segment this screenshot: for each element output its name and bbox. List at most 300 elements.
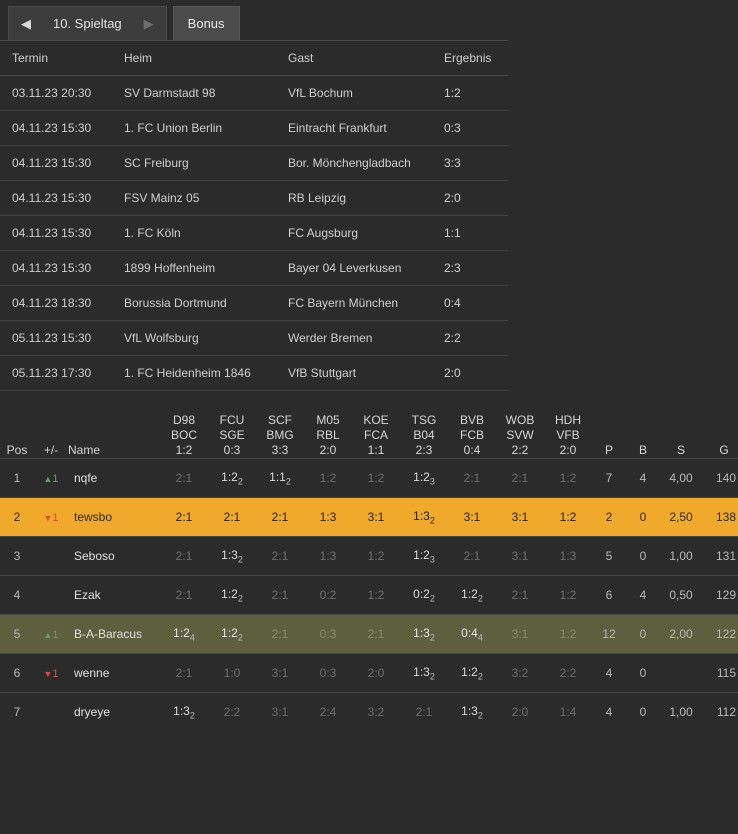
- tip-cell: [400, 498, 448, 537]
- matchday-selector[interactable]: [8, 6, 167, 40]
- tip-score: 3:1: [271, 705, 289, 719]
- rank-position: 7: [0, 693, 34, 732]
- match-away-abbr: B04: [413, 428, 435, 442]
- tip-cell: [496, 537, 544, 576]
- rank-change-value: 1: [52, 629, 59, 641]
- rank-change: [34, 615, 68, 654]
- fixture-termin: 04.11.23 15:30: [0, 111, 112, 146]
- tip-points: 2: [285, 476, 291, 487]
- tip-score: 3:1: [511, 549, 529, 563]
- average-value: 4,00: [660, 459, 702, 498]
- tip-cell: [496, 576, 544, 615]
- table-row[interactable]: [0, 537, 738, 576]
- tip-cell: [448, 615, 496, 654]
- tip-score: 1:2: [559, 510, 577, 524]
- tip-points: 2: [429, 593, 435, 604]
- tip-cell: [496, 459, 544, 498]
- bonus-value: 0: [626, 498, 660, 537]
- fixture-termin: 04.11.23 15:30: [0, 216, 112, 251]
- table-row: [0, 251, 508, 286]
- fixtures-header-ergebnis: Ergebnis: [432, 41, 508, 76]
- tip-cell: [352, 576, 400, 615]
- tip-cell: [544, 654, 592, 693]
- tip-score: 1:4: [559, 705, 577, 719]
- fixture-termin: 04.11.23 15:30: [0, 251, 112, 286]
- fixture-gast: Bayer 04 Leverkusen: [276, 251, 432, 286]
- player-name[interactable]: dryeye: [68, 693, 160, 732]
- total-value: 115: [702, 654, 738, 693]
- tip-cell: [544, 498, 592, 537]
- fixture-ergebnis: 2:0: [432, 181, 508, 216]
- tip-score: 2:2: [223, 705, 241, 719]
- fixture-gast: FC Bayern München: [276, 286, 432, 321]
- tip-score: 1:2: [367, 549, 385, 563]
- fixture-termin: 03.11.23 20:30: [0, 76, 112, 111]
- fixture-termin: 04.11.23 15:30: [0, 181, 112, 216]
- ranking-header-match-3[interactable]: [256, 413, 304, 459]
- points-value: 5: [592, 537, 626, 576]
- table-row[interactable]: [0, 498, 738, 537]
- points-value: 4: [592, 654, 626, 693]
- tip-score: 1:3: [461, 703, 478, 718]
- tip-points: 2: [429, 671, 435, 682]
- fixture-ergebnis: 0:4: [432, 286, 508, 321]
- matchday-label: 10. Spieltag: [53, 16, 122, 31]
- tip-cell: [208, 693, 256, 732]
- rank-position: 5: [0, 615, 34, 654]
- bottom-strip: [0, 731, 738, 741]
- tip-score: 2:1: [175, 588, 193, 602]
- tip-cell: [304, 459, 352, 498]
- tip-score: 1:2: [559, 471, 577, 485]
- tip-score: 1:2: [461, 586, 478, 601]
- tip-score: 1:2: [559, 627, 577, 641]
- tip-score: 2:1: [175, 549, 193, 563]
- tip-cell: [448, 693, 496, 732]
- fixture-heim: 1. FC Union Berlin: [112, 111, 276, 146]
- ranking-header-points[interactable]: P: [604, 443, 613, 457]
- fixtures-header-row: [0, 41, 508, 76]
- tip-cell: [352, 459, 400, 498]
- tip-score: 1:3: [559, 549, 577, 563]
- tip-cell: [160, 615, 208, 654]
- tip-score: 2:1: [463, 471, 481, 485]
- ranking-header-match-9[interactable]: [544, 413, 592, 459]
- fixture-ergebnis: 3:3: [432, 146, 508, 181]
- tip-score: 2:1: [271, 510, 289, 524]
- rank-position: 4: [0, 576, 34, 615]
- tip-cell: [304, 654, 352, 693]
- fixture-heim: SC Freiburg: [112, 146, 276, 181]
- tab-bonus[interactable]: Bonus: [173, 6, 240, 40]
- tip-score: 3:1: [463, 510, 481, 524]
- tip-points: 2: [237, 476, 243, 487]
- tip-cell: [496, 498, 544, 537]
- tip-cell: [208, 576, 256, 615]
- tip-cell: [304, 576, 352, 615]
- average-value: 2,00: [660, 615, 702, 654]
- tip-score: 3:1: [511, 627, 529, 641]
- tip-score: 0:4: [461, 625, 478, 640]
- bonus-value: 0: [626, 537, 660, 576]
- tip-cell: [304, 693, 352, 732]
- tip-cell: [256, 498, 304, 537]
- tip-score: 1:2: [221, 586, 238, 601]
- fixture-ergebnis: 2:2: [432, 321, 508, 356]
- tip-score: 1:3: [413, 508, 430, 523]
- ranking-header-pos[interactable]: Pos: [6, 443, 28, 457]
- fixture-heim: Borussia Dortmund: [112, 286, 276, 321]
- match-away-abbr: SGE: [219, 428, 245, 442]
- previous-matchday-icon[interactable]: ◀: [21, 15, 31, 31]
- match-home-abbr: M05: [316, 413, 340, 427]
- tip-cell: [352, 693, 400, 732]
- tip-cell: [256, 576, 304, 615]
- average-value: [660, 654, 702, 693]
- table-row[interactable]: [0, 576, 738, 615]
- tip-score: 0:2: [413, 586, 430, 601]
- tip-score: 2:1: [271, 588, 289, 602]
- table-row[interactable]: [0, 459, 738, 498]
- tip-score: 1:3: [413, 664, 430, 679]
- tip-cell: [256, 654, 304, 693]
- fixture-termin: 05.11.23 15:30: [0, 321, 112, 356]
- tip-score: 2:1: [175, 471, 193, 485]
- tip-cell: [544, 576, 592, 615]
- player-name[interactable]: B-A-Baracus: [68, 615, 160, 654]
- match-result: 2:0: [559, 443, 577, 457]
- ranking-header-match-7[interactable]: [448, 413, 496, 459]
- arrow-down-icon: ▼: [43, 669, 53, 679]
- tip-cell: [304, 615, 352, 654]
- fixture-heim: 1. FC Köln: [112, 216, 276, 251]
- match-result: 1:2: [175, 443, 193, 457]
- tip-score: 2:1: [175, 666, 193, 680]
- tip-score: 1:2: [367, 471, 385, 485]
- fixtures-header-termin: Termin: [0, 41, 112, 76]
- tip-cell: [400, 459, 448, 498]
- tip-cell: [448, 459, 496, 498]
- tip-cell: [448, 498, 496, 537]
- tip-cell: [400, 537, 448, 576]
- tip-score: 2:0: [367, 666, 385, 680]
- tip-points: 2: [237, 554, 243, 565]
- tip-score: 1:2: [559, 588, 577, 602]
- ranking-header-match-6[interactable]: [400, 413, 448, 459]
- tip-score: 2:1: [511, 471, 529, 485]
- average-value: 2,50: [660, 498, 702, 537]
- tip-score: 1:3: [319, 510, 337, 524]
- tip-score: 3:1: [271, 666, 289, 680]
- tip-cell: [544, 537, 592, 576]
- rank-change: [34, 576, 68, 615]
- fixture-heim: FSV Mainz 05: [112, 181, 276, 216]
- tip-cell: [208, 498, 256, 537]
- table-row[interactable]: [0, 615, 738, 654]
- table-row: [0, 356, 508, 391]
- tip-points: 2: [237, 632, 243, 643]
- fixtures-header-gast: Gast: [276, 41, 432, 76]
- fixture-ergebnis: 0:3: [432, 111, 508, 146]
- ranking-header-match-5[interactable]: [352, 413, 400, 459]
- top-navigation-bar: [0, 0, 738, 40]
- ranking-header-row: [0, 413, 738, 459]
- tip-cell: [208, 615, 256, 654]
- fixture-ergebnis: 2:3: [432, 251, 508, 286]
- match-home-abbr: FCU: [219, 413, 245, 427]
- tip-cell: [160, 459, 208, 498]
- tip-score: 1:1: [269, 469, 286, 484]
- match-result: 2:2: [511, 443, 529, 457]
- match-result: 2:3: [415, 443, 433, 457]
- tip-cell: [304, 498, 352, 537]
- rank-change: [34, 459, 68, 498]
- tip-cell: [208, 537, 256, 576]
- total-value: 112: [702, 693, 738, 732]
- ranking-header-match-2[interactable]: [208, 413, 256, 459]
- tip-score: 2:1: [511, 588, 529, 602]
- ranking-table: [0, 413, 738, 731]
- tip-cell: [160, 576, 208, 615]
- rank-position: 1: [0, 459, 34, 498]
- tip-cell: [496, 615, 544, 654]
- match-home-abbr: HDH: [555, 413, 581, 427]
- fixture-gast: Eintracht Frankfurt: [276, 111, 432, 146]
- match-home-abbr: D98: [172, 413, 195, 427]
- ranking-header-gesamt[interactable]: G: [719, 443, 729, 457]
- fixtures-table: [0, 40, 508, 391]
- rank-change-value: 1: [52, 668, 59, 680]
- tip-score: 1:2: [221, 469, 238, 484]
- match-home-abbr: WOB: [505, 413, 535, 427]
- table-row: [0, 181, 508, 216]
- rank-change: [34, 654, 68, 693]
- tip-cell: [256, 537, 304, 576]
- points-value: 4: [592, 693, 626, 732]
- tip-cell: [496, 654, 544, 693]
- tip-score: 2:1: [415, 705, 433, 719]
- tip-cell: [304, 537, 352, 576]
- bonus-value: 4: [626, 576, 660, 615]
- match-home-abbr: BVB: [459, 413, 484, 427]
- match-away-abbr: FCB: [460, 428, 484, 442]
- bonus-value: 0: [626, 615, 660, 654]
- total-value: 138: [702, 498, 738, 537]
- player-name[interactable]: nqfe: [68, 459, 160, 498]
- match-home-abbr: SCF: [268, 413, 292, 427]
- match-home-abbr: KOE: [363, 413, 389, 427]
- ranking-header-delta[interactable]: +/-: [43, 443, 59, 457]
- tip-score: 3:2: [367, 705, 385, 719]
- tip-cell: [160, 654, 208, 693]
- tip-score: 3:1: [511, 510, 529, 524]
- tip-cell: [160, 537, 208, 576]
- fixture-gast: VfB Stuttgart: [276, 356, 432, 391]
- table-row[interactable]: [0, 693, 738, 732]
- tip-score: 1:3: [173, 703, 190, 718]
- ranking-header-match-8[interactable]: [496, 413, 544, 459]
- table-row: [0, 321, 508, 356]
- tip-cell: [256, 615, 304, 654]
- fixture-gast: VfL Bochum: [276, 76, 432, 111]
- tip-cell: [160, 693, 208, 732]
- ranking-section: [0, 413, 738, 731]
- table-row: [0, 216, 508, 251]
- tip-points: 2: [237, 593, 243, 604]
- tip-cell: [400, 654, 448, 693]
- average-value: 1,00: [660, 537, 702, 576]
- points-value: 12: [592, 615, 626, 654]
- tip-score: 2:2: [559, 666, 577, 680]
- match-away-abbr: BOC: [170, 428, 197, 442]
- arrow-down-icon: ▼: [43, 513, 53, 523]
- points-value: 2: [592, 498, 626, 537]
- match-result: 3:3: [271, 443, 289, 457]
- tip-cell: [544, 693, 592, 732]
- total-value: 122: [702, 615, 738, 654]
- tip-score: 1:2: [319, 471, 337, 485]
- bonus-value: 4: [626, 459, 660, 498]
- tip-cell: [496, 693, 544, 732]
- fixture-termin: 04.11.23 15:30: [0, 146, 112, 181]
- tip-score: 0:3: [319, 666, 337, 680]
- tip-score: 1:3: [221, 547, 238, 562]
- ranking-header-name[interactable]: Name: [68, 443, 101, 457]
- rank-change-value: 1: [52, 473, 59, 485]
- tip-points: 2: [477, 710, 483, 721]
- ranking-header-match-1[interactable]: [160, 413, 208, 459]
- fixture-termin: 05.11.23 17:30: [0, 356, 112, 391]
- fixture-heim: 1899 Hoffenheim: [112, 251, 276, 286]
- tip-points: 4: [189, 632, 195, 643]
- arrow-up-icon: ▲: [43, 630, 53, 640]
- player-name[interactable]: wenne: [68, 654, 160, 693]
- match-result: 0:4: [463, 443, 481, 457]
- rank-position: 3: [0, 537, 34, 576]
- table-row: [0, 76, 508, 111]
- tip-cell: [352, 615, 400, 654]
- match-result: 2:0: [319, 443, 337, 457]
- fixture-ergebnis: 2:0: [432, 356, 508, 391]
- rank-position: 6: [0, 654, 34, 693]
- player-name[interactable]: Seboso: [68, 537, 160, 576]
- tip-points: 3: [429, 476, 435, 487]
- tip-points: 2: [189, 710, 195, 721]
- table-row: [0, 146, 508, 181]
- tip-points: 2: [429, 515, 435, 526]
- match-away-abbr: RBL: [316, 428, 340, 442]
- fixture-termin: 04.11.23 18:30: [0, 286, 112, 321]
- tip-points: 2: [477, 671, 483, 682]
- tip-cell: [256, 693, 304, 732]
- tip-score: 3:2: [511, 666, 529, 680]
- ranking-header-match-4[interactable]: [304, 413, 352, 459]
- tip-score: 1:2: [173, 625, 190, 640]
- tip-points: 3: [429, 554, 435, 565]
- tip-cell: [544, 615, 592, 654]
- fixture-heim: 1. FC Heidenheim 1846: [112, 356, 276, 391]
- tip-points: 2: [477, 593, 483, 604]
- fixture-heim: SV Darmstadt 98: [112, 76, 276, 111]
- tip-score: 1:2: [413, 547, 430, 562]
- tip-score: 1:2: [413, 469, 430, 484]
- tip-score: 2:4: [319, 705, 337, 719]
- tip-cell: [352, 654, 400, 693]
- tip-score: 1:2: [461, 664, 478, 679]
- tip-score: 2:0: [511, 705, 529, 719]
- tip-score: 1:2: [367, 588, 385, 602]
- tip-cell: [208, 459, 256, 498]
- tip-cell: [160, 498, 208, 537]
- fixture-gast: FC Augsburg: [276, 216, 432, 251]
- match-home-abbr: TSG: [411, 413, 437, 427]
- tip-cell: [352, 498, 400, 537]
- tip-cell: [400, 576, 448, 615]
- tip-score: 2:1: [223, 510, 241, 524]
- tip-score: 1:3: [319, 549, 337, 563]
- points-value: 6: [592, 576, 626, 615]
- tip-cell: [400, 615, 448, 654]
- total-value: 140: [702, 459, 738, 498]
- tip-cell: [448, 537, 496, 576]
- tip-score: 2:1: [271, 549, 289, 563]
- next-matchday-icon[interactable]: ▶: [143, 15, 154, 31]
- ranking-header-bonus[interactable]: B: [638, 443, 647, 457]
- fixture-ergebnis: 1:2: [432, 76, 508, 111]
- tip-score: 1:3: [413, 625, 430, 640]
- rank-change: [34, 693, 68, 732]
- fixture-gast: Bor. Mönchengladbach: [276, 146, 432, 181]
- fixture-heim: VfL Wolfsburg: [112, 321, 276, 356]
- fixtures-header-heim: Heim: [112, 41, 276, 76]
- match-result: 0:3: [223, 443, 241, 457]
- player-name[interactable]: tewsbo: [68, 498, 160, 537]
- match-away-abbr: SVW: [506, 428, 534, 442]
- average-value: 0,50: [660, 576, 702, 615]
- tip-score: 3:1: [367, 510, 385, 524]
- tip-cell: [448, 654, 496, 693]
- tip-cell: [448, 576, 496, 615]
- rank-change: [34, 537, 68, 576]
- match-away-abbr: VFB: [556, 428, 580, 442]
- total-value: 129: [702, 576, 738, 615]
- fixture-gast: RB Leipzig: [276, 181, 432, 216]
- tip-cell: [352, 537, 400, 576]
- table-row: [0, 286, 508, 321]
- tip-cell: [400, 693, 448, 732]
- tip-score: 2:1: [175, 510, 193, 524]
- ranking-header-schnitt[interactable]: S: [676, 443, 685, 457]
- tip-score: 1:0: [223, 666, 241, 680]
- fixture-ergebnis: 1:1: [432, 216, 508, 251]
- tip-cell: [256, 459, 304, 498]
- tip-cell: [544, 459, 592, 498]
- match-result: 1:1: [367, 443, 385, 457]
- match-away-abbr: FCA: [364, 428, 388, 442]
- rank-position: 2: [0, 498, 34, 537]
- tip-score: 0:3: [319, 627, 337, 641]
- tip-score: 1:2: [221, 625, 238, 640]
- tip-points: 2: [429, 632, 435, 643]
- tip-score: 2:1: [463, 549, 481, 563]
- tip-score: 2:1: [367, 627, 385, 641]
- bonus-value: 0: [626, 693, 660, 732]
- average-value: 1,00: [660, 693, 702, 732]
- total-value: 131: [702, 537, 738, 576]
- tip-points: 4: [477, 632, 483, 643]
- table-row[interactable]: [0, 654, 738, 693]
- player-name[interactable]: Ezak: [68, 576, 160, 615]
